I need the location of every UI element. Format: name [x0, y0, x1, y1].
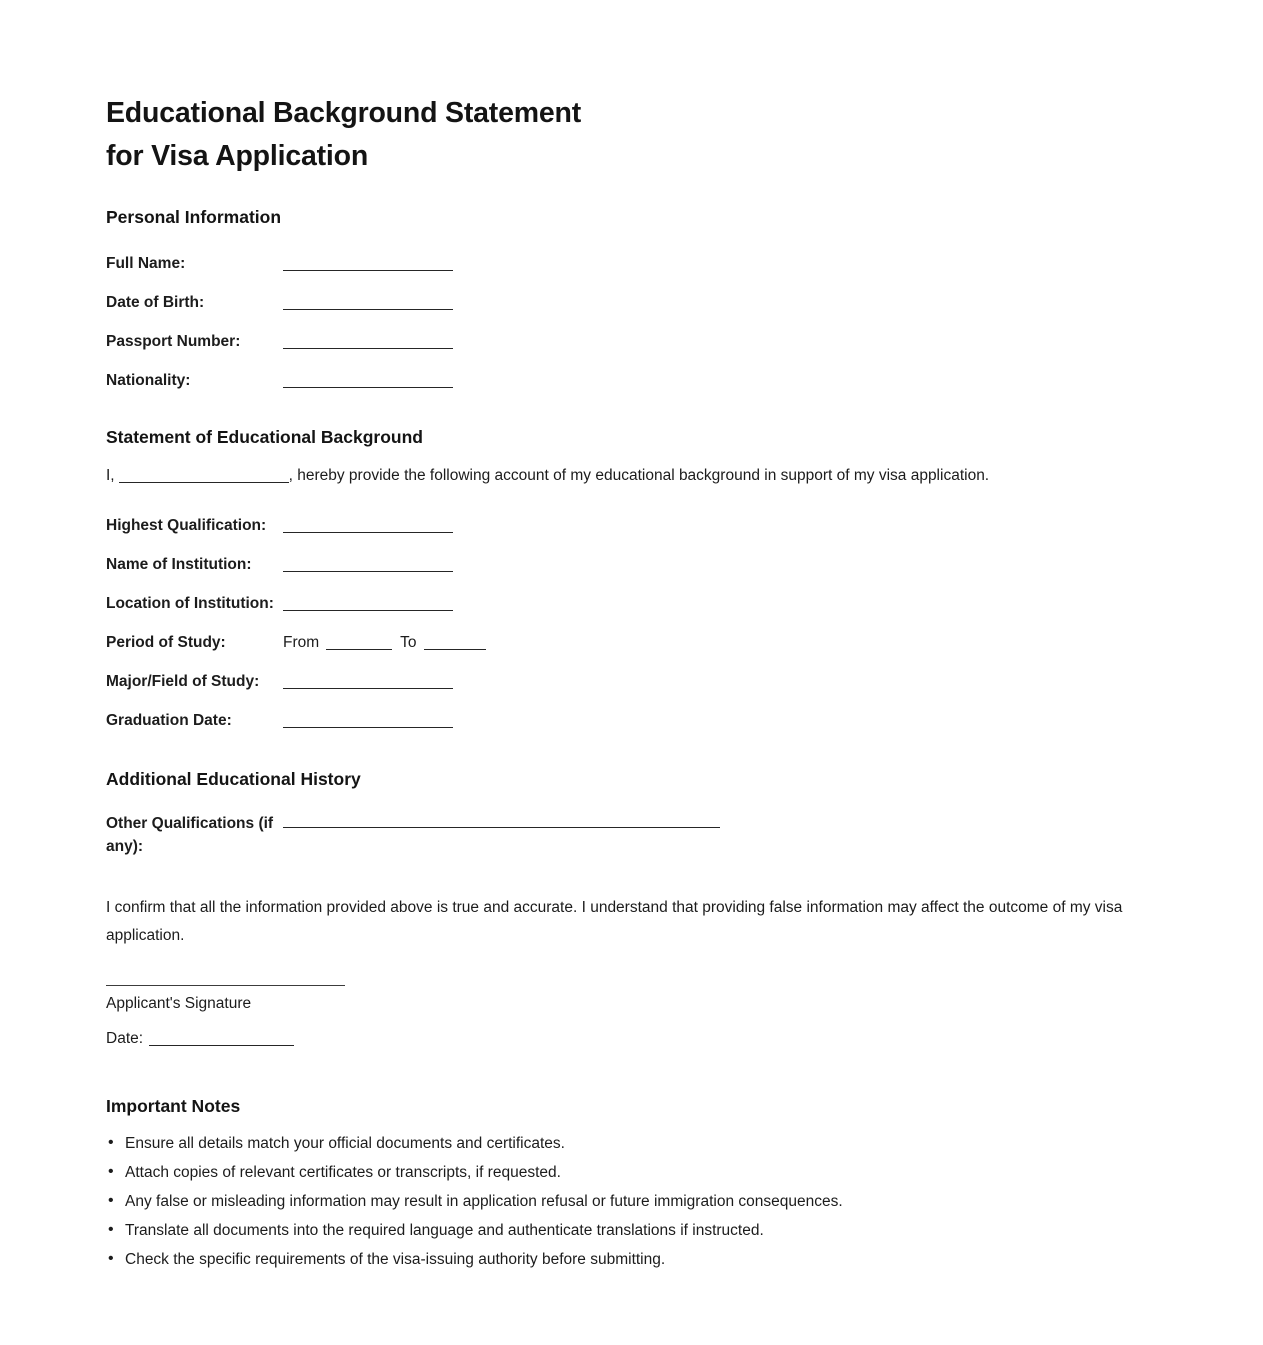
- nationality-blank-line: [283, 372, 453, 388]
- section-additional-history: [106, 770, 1157, 950]
- highest-qualification-label: Highest Qualification:: [106, 517, 267, 534]
- field-row-graduation-date: [106, 709, 1157, 731]
- other-qualifications-label-line2: any):: [106, 838, 144, 855]
- graduation-date-blank-line: [283, 712, 453, 728]
- date-of-birth-label: Date of Birth:: [106, 294, 205, 311]
- major-field-label: Major/Field of Study:: [106, 673, 260, 690]
- field-row-highest-qualification: [106, 514, 1157, 536]
- section-important-notes: [106, 1097, 1157, 1270]
- passport-number-blank-line: [283, 333, 453, 349]
- other-qualifications-label: [106, 812, 283, 858]
- document-title-line2: for Visa Application: [106, 140, 369, 172]
- signature-rule-line: [106, 985, 345, 986]
- field-row-signature-date: [106, 1027, 1157, 1049]
- section-signature: [106, 985, 1157, 1049]
- institution-name-label: Name of Institution:: [106, 556, 252, 573]
- statement-intro-suffix: , hereby provide the following account of my educational background in support of my visa application.: [288, 467, 990, 484]
- applicant-signature-label: Applicant's Signature: [106, 995, 252, 1012]
- period-to-blank-line: [424, 634, 486, 650]
- note-item: • Attach copies of relevant certificates or transcripts, if requested.: [106, 1163, 1157, 1183]
- major-field-blank-line: [283, 673, 453, 689]
- note-item: • Any false or misleading information may result in application refusal or future immigration consequences.: [106, 1192, 1157, 1212]
- field-row-institution-name: [106, 553, 1157, 575]
- field-row-passport-number: [106, 330, 1157, 352]
- period-of-study-label: Period of Study:: [106, 634, 226, 651]
- other-qualifications-label-line1: Other Qualifications (if: [106, 815, 274, 832]
- confirmation-paragraph: I confirm that all the information provided above is true and accurate. I understand that providing false information may affect the outcome of my visa application.: [106, 899, 1123, 944]
- note-item: • Ensure all details match your official documents and certificates.: [106, 1134, 1157, 1154]
- period-from-blank-line: [326, 634, 392, 650]
- full-name-label: Full Name:: [106, 255, 186, 272]
- personal-information-heading: Personal Information: [106, 207, 282, 227]
- period-from-label: From: [283, 634, 320, 651]
- field-row-other-qualifications: [106, 812, 1157, 858]
- statement-intro-prefix: I,: [106, 467, 115, 484]
- signature-date-label: Date:: [106, 1030, 144, 1047]
- date-of-birth-blank-line: [283, 294, 453, 310]
- document-title: [106, 92, 1157, 178]
- nationality-label: Nationality:: [106, 372, 191, 389]
- signature-date-blank-line: [149, 1030, 294, 1046]
- field-row-institution-location: [106, 592, 1157, 614]
- institution-location-blank-line: [283, 595, 453, 611]
- other-qualifications-blank-line: [283, 812, 720, 828]
- statement-intro-paragraph: [106, 464, 1157, 486]
- additional-history-heading: Additional Educational History: [106, 769, 361, 789]
- full-name-blank-line: [283, 255, 453, 271]
- graduation-date-label: Graduation Date:: [106, 712, 232, 729]
- field-row-date-of-birth: [106, 291, 1157, 313]
- section-personal-information: [106, 208, 1157, 391]
- period-from-group: [283, 631, 392, 653]
- statement-name-blank-line: [119, 467, 289, 483]
- important-notes-list: [106, 1134, 1157, 1270]
- educational-statement-heading: Statement of Educational Background: [106, 427, 423, 447]
- note-item: • Translate all documents into the required language and authenticate translations if instructed.: [106, 1221, 1157, 1241]
- field-row-full-name: [106, 252, 1157, 274]
- institution-name-blank-line: [283, 556, 453, 572]
- field-row-period-of-study: [106, 631, 1157, 653]
- field-row-nationality: [106, 369, 1157, 391]
- period-to-label: To: [400, 634, 417, 651]
- field-row-major-field: [106, 670, 1157, 692]
- passport-number-label: Passport Number:: [106, 333, 241, 350]
- highest-qualification-blank-line: [283, 517, 453, 533]
- important-notes-heading: Important Notes: [106, 1096, 241, 1116]
- note-item: • Check the specific requirements of the visa-issuing authority before submitting.: [106, 1250, 1157, 1270]
- period-to-group: [400, 631, 485, 653]
- section-educational-statement: [106, 428, 1157, 731]
- institution-location-label: Location of Institution:: [106, 595, 274, 612]
- document-title-line1: Educational Background Statement: [106, 97, 582, 129]
